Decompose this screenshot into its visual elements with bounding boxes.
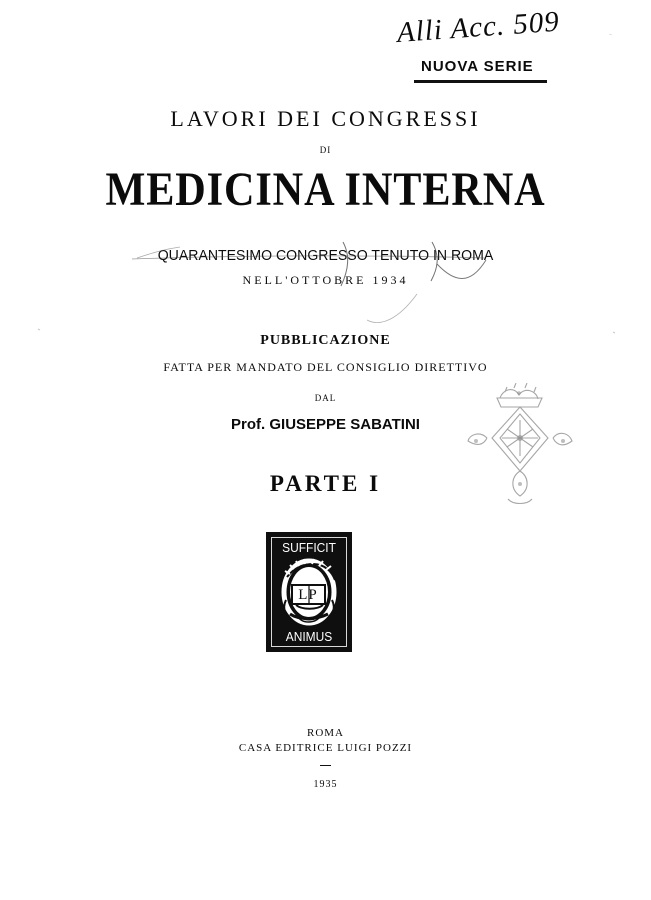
by-label: DAL — [314, 393, 337, 403]
series-underline — [414, 80, 547, 83]
publication-city: ROMA — [306, 727, 344, 739]
publication-label: PUBBLICAZIONE — [260, 333, 391, 348]
part-label: PARTE I — [269, 471, 382, 496]
series-label: NUOVA SERIE — [421, 58, 534, 75]
mandate-line: FATTA PER MANDATO DEL CONSIGLIO DIRETTIVO — [163, 360, 488, 374]
printer-mark-top-text: SUFFICIT — [282, 540, 336, 555]
title-connector: DI — [319, 145, 332, 155]
page-title: MEDICINA INTERNA — [105, 163, 546, 216]
printer-mark-bottom-text: ANIMUS — [285, 629, 333, 644]
meeting-date: NELL'OTTOBRE 1934 — [242, 273, 409, 287]
printer-mark-book-text: LP — [298, 587, 318, 603]
handwritten-accession-number: Alli Acc. 509 — [395, 5, 561, 49]
small-divider-rule — [320, 765, 331, 766]
library-stamp-icon — [456, 383, 576, 511]
congress-subtitle: QUARANTESIMO CONGRESSO TENUTO IN ROMA — [157, 247, 494, 264]
printer-mark — [266, 532, 352, 652]
publication-year: 1935 — [313, 779, 338, 790]
collection-title: LAVORI DEI CONGRESSI — [170, 106, 481, 131]
editor-name: Prof. GIUSEPPE SABATINI — [231, 416, 420, 433]
publisher-name: CASA EDITRICE LUIGI POZZI — [238, 742, 413, 754]
